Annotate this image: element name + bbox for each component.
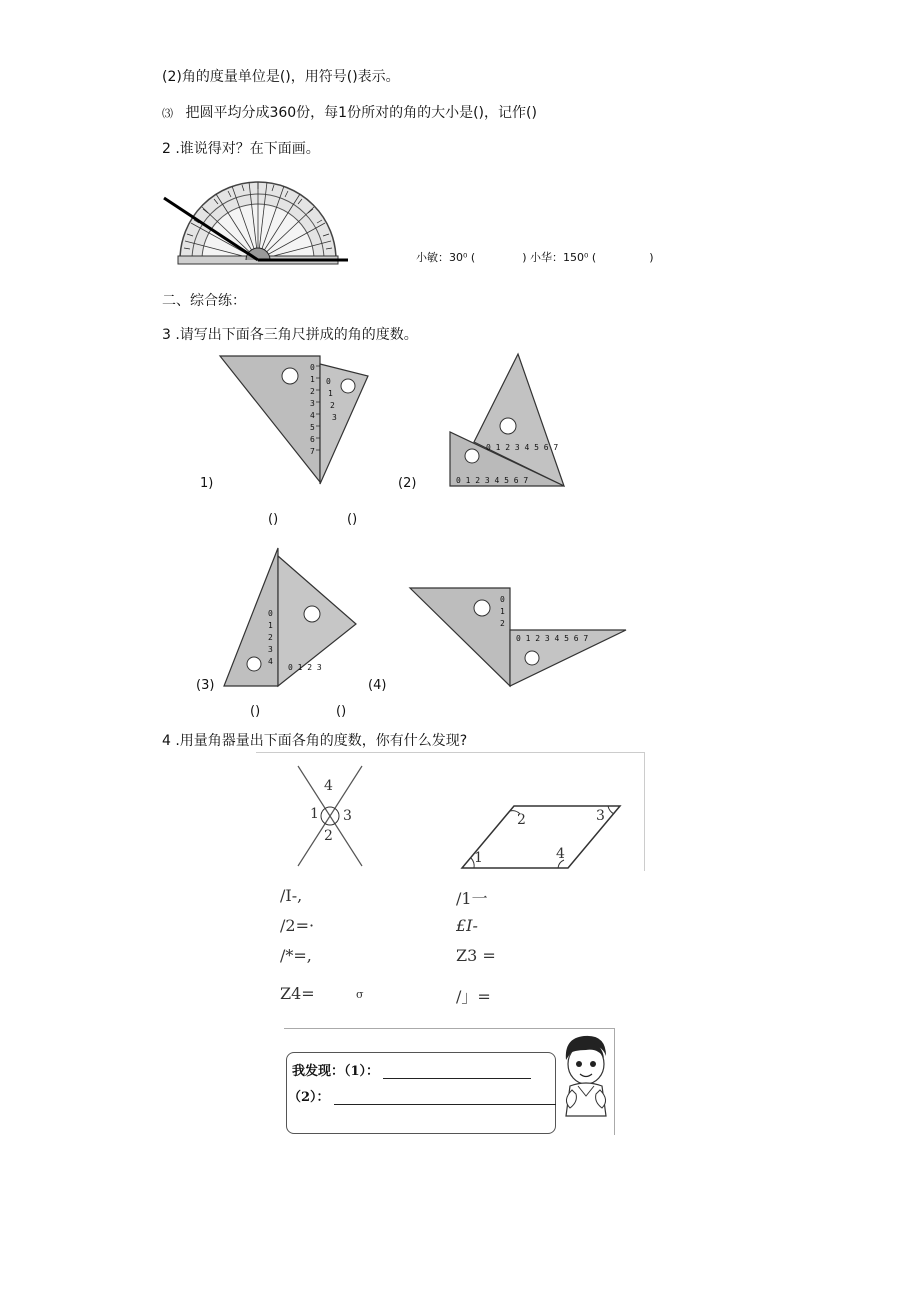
cartoon-boy-illustration <box>556 1030 614 1122</box>
svg-text:4: 4 <box>310 411 315 420</box>
xiaohua-close: ) <box>649 251 654 264</box>
degree-mark: σ <box>356 988 364 1001</box>
svg-text:0: 0 <box>500 595 505 604</box>
q1-line-3 <box>162 102 537 122</box>
cross-angle-2: 2 <box>324 828 333 844</box>
q1-line-3-text: 把圆平均分成360份，每1份所对的角的大小是()，记作() <box>185 105 537 121</box>
section-2-title: 二、综合练： <box>162 293 246 309</box>
set-square-figure-2 <box>446 352 570 490</box>
q1-line-2: (2)角的度量单位是()，用符号()表示。 <box>162 69 400 85</box>
svg-text:0 1 2 3: 0 1 2 3 <box>288 663 322 672</box>
q3-label-3: (3) <box>196 678 215 693</box>
q3-label-1: 1) <box>200 476 214 491</box>
q3-answer-1: () <box>268 512 279 527</box>
protractor-figure <box>162 168 350 270</box>
svg-text:0 1 2 3 4 5 6 7: 0 1 2 3 4 5 6 7 <box>456 476 529 485</box>
cross-angle-3: 3 <box>343 808 352 824</box>
svg-text:2: 2 <box>268 633 273 642</box>
discovery-row-1 <box>292 1060 531 1079</box>
q3-answer-2: () <box>347 512 358 527</box>
discovery-blank-1[interactable] <box>383 1064 531 1079</box>
set-square-figure-3 <box>222 546 362 690</box>
svg-text:2: 2 <box>310 387 315 396</box>
svg-text:1: 1 <box>310 375 315 384</box>
cross-angle-4: 4 <box>324 778 333 794</box>
svg-text:0 1 2 3 4 5 6 7: 0 1 2 3 4 5 6 7 <box>516 634 589 643</box>
svg-text:0: 0 <box>268 609 273 618</box>
svg-text:1: 1 <box>500 607 505 616</box>
set-square-figure-4 <box>408 586 630 690</box>
answer-right-4: /」= <box>456 987 491 1006</box>
answer-left-2: /2=· <box>280 916 315 935</box>
svg-text:0: 0 <box>310 363 315 372</box>
svg-text:7: 7 <box>310 447 315 456</box>
xiaomin-close: ) <box>522 251 527 264</box>
discovery-label-1: 我发现：（1）： <box>292 1064 380 1079</box>
xiaomin-answer <box>416 249 654 265</box>
discovery-blank-2[interactable] <box>334 1090 556 1105</box>
q2-title: 2 .谁说得对？在下面画。 <box>162 141 320 157</box>
discovery-row-2 <box>288 1086 556 1105</box>
q3-title: 3 .请写出下面各三角尺拼成的角的度数。 <box>162 327 418 343</box>
svg-text:5: 5 <box>310 423 315 432</box>
answer-left-3: /*=, <box>280 946 312 965</box>
para-angle-3: 3 <box>596 808 605 824</box>
xiaohua-text: 小华：150⁰ ( <box>530 251 597 264</box>
svg-text:3: 3 <box>310 399 315 408</box>
svg-text:6: 6 <box>310 435 315 444</box>
cross-angle-1: 1 <box>310 806 319 822</box>
answer-right-3: Z3 = <box>456 946 496 965</box>
answer-left-1: /I-, <box>280 886 303 905</box>
q3-answer-3: () <box>250 704 261 719</box>
svg-text:2: 2 <box>330 401 335 410</box>
svg-text:2: 2 <box>500 619 505 628</box>
set-square-figure-1 <box>218 354 378 490</box>
svg-text:0 1 2 3 4 5 6 7: 0 1 2 3 4 5 6 7 <box>486 443 559 452</box>
para-angle-2: 2 <box>517 812 526 828</box>
svg-text:0: 0 <box>326 377 331 386</box>
answer-right-1: /1一 <box>456 889 488 908</box>
svg-text:3: 3 <box>268 645 273 654</box>
discovery-label-2: （2）： <box>288 1090 330 1105</box>
xiaomin-text: 小敏：30⁰ ( <box>416 251 476 264</box>
q3-answer-4: () <box>336 704 347 719</box>
answer-left-4: Z4= <box>280 984 315 1003</box>
para-angle-1: 1 <box>474 850 483 866</box>
svg-text:1: 1 <box>268 621 273 630</box>
q4-title: 4 .用量角器量出下面各角的度数，你有什么发现? <box>162 733 468 749</box>
q1-line-3-num: ⑶ <box>162 107 173 120</box>
svg-text:1: 1 <box>328 389 333 398</box>
svg-text:4: 4 <box>268 657 273 666</box>
q3-label-4: (4) <box>368 678 387 693</box>
answer-right-2: £I- <box>456 916 478 935</box>
q3-label-2: (2) <box>398 476 417 491</box>
para-angle-4: 4 <box>556 846 565 862</box>
svg-text:3: 3 <box>332 413 337 422</box>
